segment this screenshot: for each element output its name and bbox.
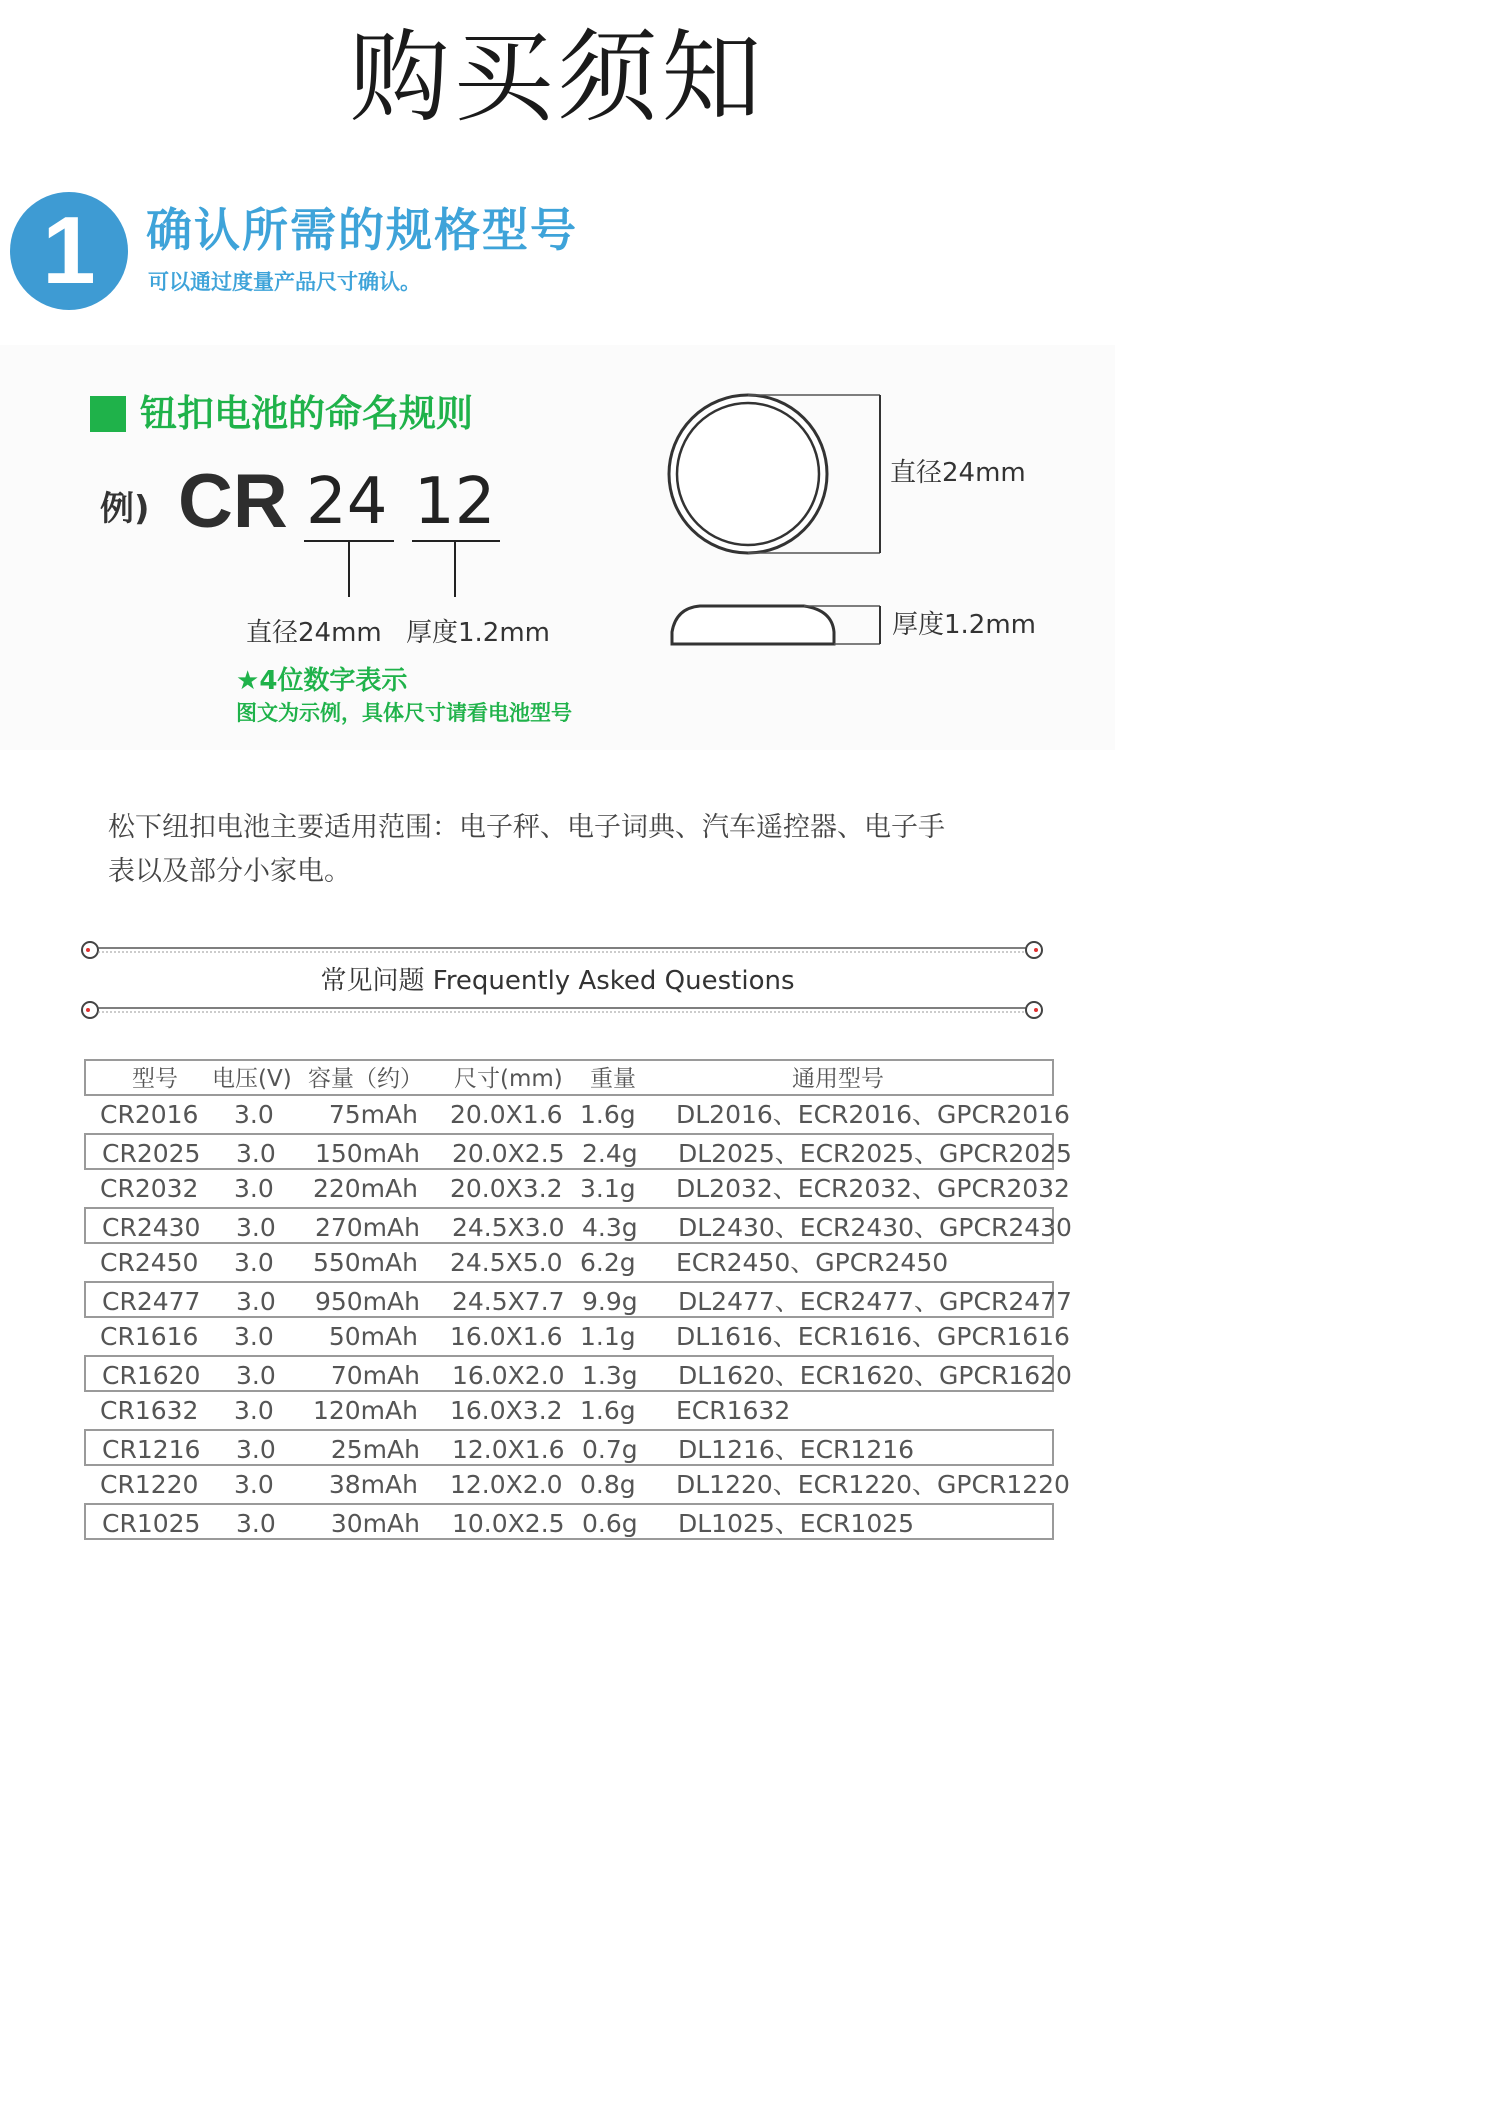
battery-top-inner-circle bbox=[677, 403, 819, 545]
table-cell-weight: 0.7g bbox=[582, 1435, 638, 1464]
step-number-badge: 1 bbox=[10, 192, 128, 310]
table-row bbox=[84, 1096, 1070, 1133]
step-subtitle: 可以通过度量产品尺寸确认。 bbox=[148, 270, 421, 294]
table-header-cell: 型号 bbox=[132, 1066, 178, 1092]
example-letters: CR bbox=[178, 459, 288, 544]
diameter-pointer-line bbox=[348, 541, 350, 597]
table-cell-capacity: 120mAh bbox=[312, 1396, 418, 1425]
table-cell-size: 10.0X2.5 bbox=[452, 1509, 565, 1538]
table-row bbox=[84, 1355, 1072, 1392]
table-cell-size: 20.0X2.5 bbox=[452, 1139, 565, 1168]
table-cell-equivalents: DL1025、ECR1025 bbox=[678, 1509, 915, 1538]
table-cell-voltage: 3.0 bbox=[234, 1248, 274, 1277]
table-cell-equivalents: DL2032、ECR2032、GPCR2032 bbox=[676, 1174, 1070, 1203]
table-cell-equivalents: DL2025、ECR2025、GPCR2025 bbox=[678, 1139, 1072, 1168]
table-cell-capacity: 550mAh bbox=[312, 1248, 418, 1277]
example-thickness-digits: 12 bbox=[414, 465, 496, 539]
table-row bbox=[84, 1503, 1054, 1540]
table-cell-size: 16.0X1.6 bbox=[450, 1322, 563, 1351]
table-cell-capacity: 50mAh bbox=[328, 1322, 418, 1351]
table-cell-equivalents: DL1216、ECR1216 bbox=[678, 1435, 915, 1464]
table-cell-capacity: 150mAh bbox=[314, 1139, 420, 1168]
table-cell-voltage: 3.0 bbox=[236, 1139, 276, 1168]
table-cell-size: 24.5X7.7 bbox=[452, 1287, 565, 1316]
table-row bbox=[84, 1170, 1070, 1207]
table-cell-weight: 6.2g bbox=[580, 1248, 636, 1277]
table-cell-model: CR1220 bbox=[100, 1470, 199, 1499]
table-cell-capacity: 270mAh bbox=[314, 1213, 420, 1242]
table-cell-voltage: 3.0 bbox=[236, 1361, 276, 1390]
table-cell-capacity: 220mAh bbox=[312, 1174, 418, 1203]
step-title: 确认所需的规格型号 bbox=[146, 203, 578, 257]
table-cell-model: CR2430 bbox=[102, 1213, 201, 1242]
spec-table bbox=[84, 1059, 1072, 1540]
table-cell-voltage: 3.0 bbox=[234, 1100, 274, 1129]
table-cell-size: 16.0X2.0 bbox=[452, 1361, 565, 1390]
table-cell-equivalents: DL2430、ECR2430、GPCR2430 bbox=[678, 1213, 1072, 1242]
table-cell-voltage: 3.0 bbox=[236, 1287, 276, 1316]
table-cell-size: 20.0X1.6 bbox=[450, 1100, 563, 1129]
table-header-cell: 尺寸(mm) bbox=[454, 1066, 563, 1092]
table-cell-weight: 1.6g bbox=[580, 1100, 636, 1129]
table-cell-size: 16.0X3.2 bbox=[450, 1396, 563, 1425]
naming-rule-title: 钮扣电池的命名规则 bbox=[140, 392, 473, 435]
table-cell-model: CR2025 bbox=[102, 1139, 201, 1168]
table-row bbox=[84, 1466, 1070, 1503]
table-row bbox=[84, 1133, 1072, 1170]
table-cell-equivalents: DL1220、ECR1220、GPCR1220 bbox=[676, 1470, 1070, 1499]
table-cell-weight: 1.1g bbox=[580, 1322, 636, 1351]
table-header-cell: 容量（约） bbox=[308, 1066, 423, 1092]
table-cell-model: CR2032 bbox=[100, 1174, 199, 1203]
table-header-row bbox=[84, 1059, 1054, 1096]
table-cell-equivalents: DL1616、ECR1616、GPCR1616 bbox=[676, 1322, 1070, 1351]
table-row bbox=[84, 1429, 1054, 1466]
green-square-marker bbox=[90, 396, 126, 432]
table-cell-voltage: 3.0 bbox=[234, 1322, 274, 1351]
diagram-thickness-label: 厚度1.2mm bbox=[892, 610, 1037, 640]
table-cell-equivalents: DL2016、ECR2016、GPCR2016 bbox=[676, 1100, 1070, 1129]
table-row bbox=[84, 1281, 1072, 1318]
digits-note: ★4位数字表示 bbox=[236, 666, 408, 696]
table-cell-weight: 1.3g bbox=[582, 1361, 638, 1390]
table-cell-capacity: 25mAh bbox=[330, 1435, 420, 1464]
table-cell-capacity: 75mAh bbox=[328, 1100, 418, 1129]
table-cell-capacity: 950mAh bbox=[314, 1287, 420, 1316]
table-header-cell: 通用型号 bbox=[792, 1066, 884, 1092]
table-cell-model: CR2016 bbox=[100, 1100, 199, 1129]
table-cell-equivalents: ECR1632 bbox=[676, 1396, 791, 1425]
table-cell-model: CR2450 bbox=[100, 1248, 199, 1277]
thickness-pointer-line bbox=[454, 541, 456, 597]
table-cell-voltage: 3.0 bbox=[234, 1396, 274, 1425]
example-note: 图文为示例，具体尺寸请看电池型号 bbox=[236, 701, 572, 725]
table-cell-model: CR1632 bbox=[100, 1396, 199, 1425]
example-prefix: 例) bbox=[100, 489, 150, 529]
table-cell-voltage: 3.0 bbox=[236, 1435, 276, 1464]
battery-side-profile bbox=[672, 606, 834, 644]
table-cell-equivalents: ECR2450、GPCR2450 bbox=[676, 1248, 949, 1277]
table-cell-model: CR1216 bbox=[102, 1435, 201, 1464]
table-cell-voltage: 3.0 bbox=[236, 1213, 276, 1242]
table-cell-size: 12.0X1.6 bbox=[452, 1435, 565, 1464]
battery-diagram bbox=[660, 388, 900, 656]
table-cell-voltage: 3.0 bbox=[234, 1174, 274, 1203]
table-cell-weight: 1.6g bbox=[580, 1396, 636, 1425]
table-cell-capacity: 38mAh bbox=[328, 1470, 418, 1499]
thickness-underline bbox=[412, 540, 500, 542]
page-title: 购买须知 bbox=[349, 19, 766, 136]
faq-title: 常见问题 Frequently Asked Questions bbox=[320, 966, 795, 996]
table-cell-equivalents: DL1620、ECR1620、GPCR1620 bbox=[678, 1361, 1072, 1390]
table-cell-model: CR1025 bbox=[102, 1509, 201, 1538]
table-cell-model: CR1620 bbox=[102, 1361, 201, 1390]
table-row bbox=[84, 1207, 1072, 1244]
table-cell-weight: 9.9g bbox=[582, 1287, 638, 1316]
table-cell-size: 24.5X5.0 bbox=[450, 1248, 563, 1277]
table-cell-voltage: 3.0 bbox=[236, 1509, 276, 1538]
caption-thickness: 厚度1.2mm bbox=[406, 618, 551, 648]
table-cell-capacity: 30mAh bbox=[330, 1509, 420, 1538]
table-cell-model: CR2477 bbox=[102, 1287, 201, 1316]
table-cell-model: CR1616 bbox=[100, 1322, 199, 1351]
table-cell-size: 20.0X3.2 bbox=[450, 1174, 563, 1203]
star-icon: ★ bbox=[236, 666, 260, 696]
table-row bbox=[84, 1244, 1054, 1281]
table-row bbox=[84, 1318, 1070, 1355]
table-cell-capacity: 70mAh bbox=[330, 1361, 420, 1390]
table-cell-weight: 2.4g bbox=[582, 1139, 638, 1168]
table-cell-voltage: 3.0 bbox=[234, 1470, 274, 1499]
table-cell-weight: 0.8g bbox=[580, 1470, 636, 1499]
table-cell-weight: 0.6g bbox=[582, 1509, 638, 1538]
table-cell-size: 12.0X2.0 bbox=[450, 1470, 563, 1499]
table-cell-equivalents: DL2477、ECR2477、GPCR2477 bbox=[678, 1287, 1072, 1316]
example-diameter-digits: 24 bbox=[306, 465, 388, 539]
table-header-cell: 电压(V) bbox=[212, 1066, 292, 1092]
diagram-diameter-label: 直径24mm bbox=[890, 458, 1026, 488]
table-cell-weight: 4.3g bbox=[582, 1213, 638, 1242]
table-row bbox=[84, 1392, 1054, 1429]
caption-diameter: 直径24mm bbox=[246, 618, 382, 648]
table-header-cell: 重量 bbox=[590, 1066, 636, 1092]
usage-text: 松下纽扣电池主要适用范围：电子秤、电子词典、汽车遥控器、电子手 表以及部分小家电。 bbox=[108, 812, 945, 887]
table-cell-weight: 3.1g bbox=[580, 1174, 636, 1203]
table-cell-size: 24.5X3.0 bbox=[452, 1213, 565, 1242]
